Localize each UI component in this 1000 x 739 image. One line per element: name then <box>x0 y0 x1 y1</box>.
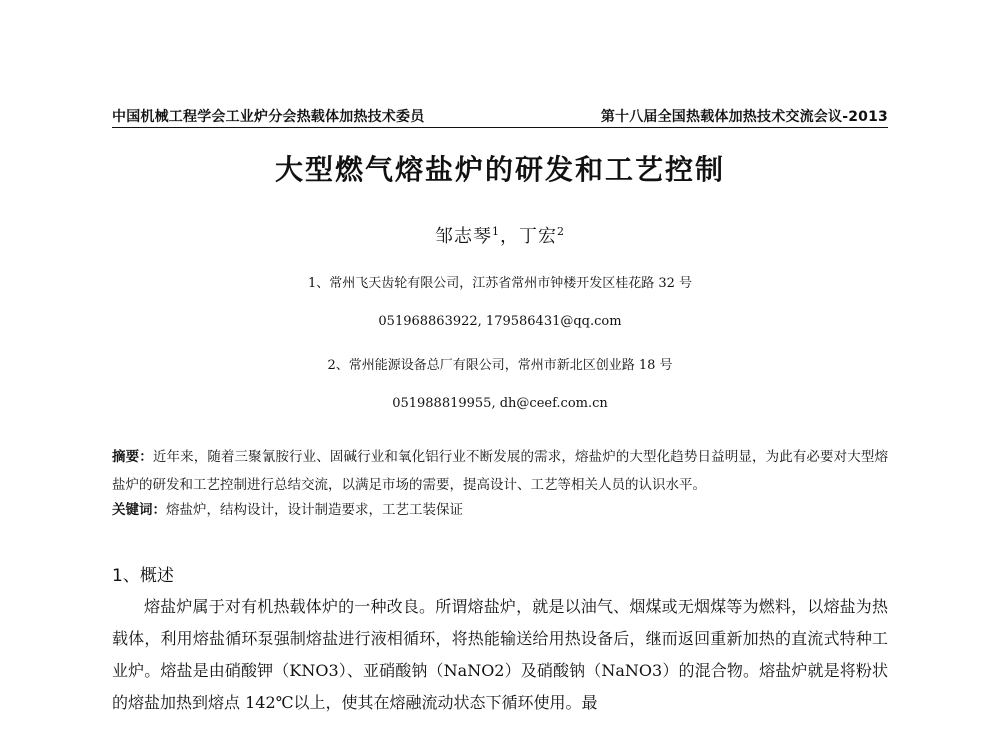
author-2: 丁宏 <box>519 226 557 247</box>
affiliation-1-contact: 051968863922, 179586431@qq.com <box>378 314 622 329</box>
author-separator: ， <box>500 226 519 247</box>
header-organization: 中国机械工程学会工业炉分会热载体加热技术委员 <box>112 109 425 125</box>
body-paragraph: 熔盐炉属于对有机热载体炉的一种改良。所谓熔盐炉，就是以油气、烟煤或无烟煤等为燃料，以熔盐为热载体，利用熔盐循环泵强制熔盐进行液相循环，将热能输送给用热设备后，继而返回重新加热的直流式特种工业炉。熔盐是由硝酸钾（KNO3）、亚硝酸钠（NaNO2）及硝酸钠（NaNO3）的混合物。熔盐炉就是将粉状的熔盐加热到熔点 142℃以上，使其在熔融流动状态下循环使用。最 <box>112 597 888 712</box>
author-1: 邹志琴 <box>435 226 492 247</box>
abstract-label: 摘要： <box>112 449 153 465</box>
header-rule <box>112 127 888 128</box>
keywords-text: 熔盐炉，结构设计，设计制造要求，工艺工装保证 <box>166 502 463 518</box>
abstract <box>112 443 888 499</box>
affiliation-2: 2、常州能源设备总厂有限公司，常州市新北区创业路 18 号 <box>327 358 673 373</box>
header-conference: 第十八届全国热载体加热技术交流会议-2013 <box>600 109 888 125</box>
running-header <box>112 106 888 126</box>
author-1-affiliation-mark: 1 <box>492 225 500 238</box>
abstract-text: 近年来，随着三聚氰胺行业、固碱行业和氧化铝行业不断发展的需求，熔盐炉的大型化趋势日益明显，为此有必要对大型熔盐炉的研发和工艺控制进行总结交流，以满足市场的需要，提高设计、工艺等相关人员的认识水平。 <box>112 449 889 493</box>
section-body <box>112 591 888 719</box>
author-2-affiliation-mark: 2 <box>557 225 565 238</box>
paper-title: 大型燃气熔盐炉的研发和工艺控制 <box>274 153 725 186</box>
keywords <box>112 499 888 521</box>
affiliation-2-contact: 051988819955, dh@ceef.com.cn <box>392 396 608 411</box>
author-line <box>0 222 1000 248</box>
affiliation-1: 1、常州飞天齿轮有限公司，江苏省常州市钟楼开发区桂花路 32 号 <box>307 276 693 291</box>
keywords-label: 关键词： <box>112 502 166 518</box>
section-heading: 1、概述 <box>112 566 174 586</box>
